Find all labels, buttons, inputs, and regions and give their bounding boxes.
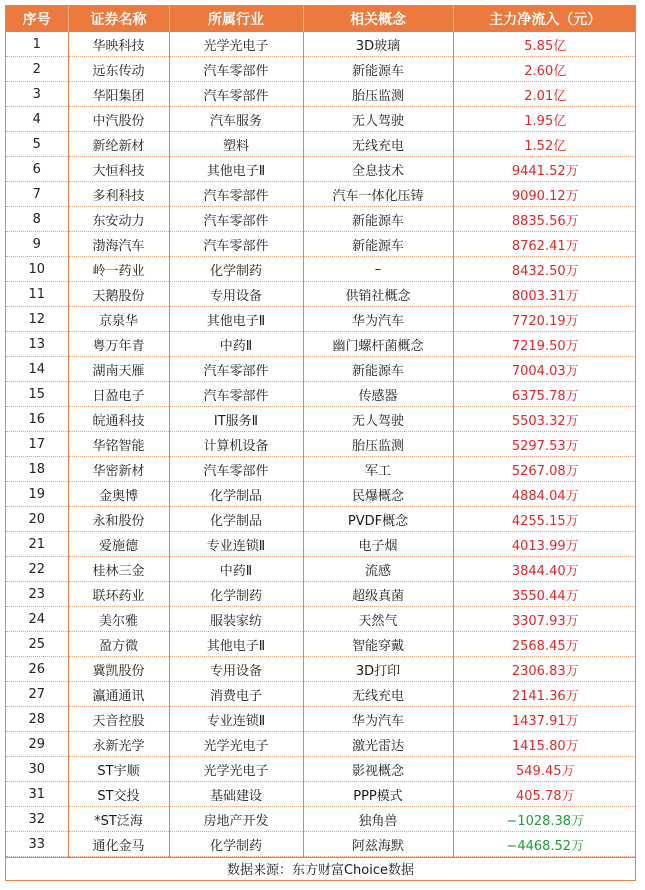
net-inflow: 9090.12万: [453, 182, 636, 207]
table-row: [6, 307, 636, 332]
header-concept: 相关概念: [303, 6, 453, 32]
concept: –: [303, 257, 453, 282]
row-index: 15: [6, 382, 68, 407]
net-inflow: 5297.53万: [453, 432, 636, 457]
concept: 无人驾驶: [303, 107, 453, 132]
net-inflow: 8003.31万: [453, 282, 636, 307]
industry: 汽车零部件: [169, 457, 303, 482]
security-name: 联环药业: [68, 582, 169, 607]
industry: 中药Ⅱ: [169, 557, 303, 582]
industry: 其他电子Ⅱ: [169, 632, 303, 657]
net-inflow: 1.52亿: [453, 132, 636, 157]
net-inflow: 7219.50万: [453, 332, 636, 357]
industry: 光学光电子: [169, 32, 303, 57]
net-inflow: 2141.36万: [453, 682, 636, 707]
net-inflow: 2306.83万: [453, 657, 636, 682]
security-name: 华阳集团: [68, 82, 169, 107]
table-row: [6, 457, 636, 482]
security-name: ST宇顺: [68, 757, 169, 782]
table-row: [6, 232, 636, 257]
security-name: 天音控股: [68, 707, 169, 732]
header-security-name: 证券名称: [68, 6, 169, 32]
row-index: 24: [6, 607, 68, 632]
table-row: [6, 82, 636, 107]
net-inflow: 5267.08万: [453, 457, 636, 482]
concept: PVDF概念: [303, 507, 453, 532]
net-inflow: 3550.44万: [453, 582, 636, 607]
row-index: 13: [6, 332, 68, 357]
row-index: 30: [6, 757, 68, 782]
table-row: [6, 532, 636, 557]
concept: 传感器: [303, 382, 453, 407]
table-row: [6, 682, 636, 707]
concept: 天然气: [303, 607, 453, 632]
industry: 消费电子: [169, 682, 303, 707]
table-row: [6, 282, 636, 307]
table-row: [6, 482, 636, 507]
industry: 汽车零部件: [169, 382, 303, 407]
security-name: *ST泛海: [68, 807, 169, 832]
net-inflow: 7720.19万: [453, 307, 636, 332]
table-row: [6, 207, 636, 232]
row-index: 2: [6, 57, 68, 82]
row-index: 8: [6, 207, 68, 232]
concept: 独角兽: [303, 807, 453, 832]
table-row: [6, 757, 636, 782]
row-index: 5: [6, 132, 68, 157]
security-name: 远东传动: [68, 57, 169, 82]
row-index: 1: [6, 32, 68, 57]
concept: 无线充电: [303, 682, 453, 707]
industry: 专业连锁Ⅱ: [169, 532, 303, 557]
industry: 专用设备: [169, 657, 303, 682]
concept: 华为汽车: [303, 707, 453, 732]
industry: 专用设备: [169, 282, 303, 307]
concept: 新能源车: [303, 207, 453, 232]
security-name: 日盈电子: [68, 382, 169, 407]
net-inflow: 1415.80万: [453, 732, 636, 757]
concept: 3D打印: [303, 657, 453, 682]
concept: 幽门螺杆菌概念: [303, 332, 453, 357]
net-inflow: 2.60亿: [453, 57, 636, 82]
row-index: 29: [6, 732, 68, 757]
industry: 房地产开发: [169, 807, 303, 832]
table-row: [6, 182, 636, 207]
row-index: 20: [6, 507, 68, 532]
table-row: [6, 407, 636, 432]
row-index: 12: [6, 307, 68, 332]
net-inflow: 5.85亿: [453, 32, 636, 57]
net-inflow: 3307.93万: [453, 607, 636, 632]
net-inflow: −1028.38万: [453, 807, 636, 832]
row-index: 4: [6, 107, 68, 132]
industry: 服装家纺: [169, 607, 303, 632]
concept: 激光雷达: [303, 732, 453, 757]
security-name: 通化金马: [68, 832, 169, 857]
industry: 光学光电子: [169, 732, 303, 757]
concept: 智能穿戴: [303, 632, 453, 657]
fund-flow-table: [6, 6, 636, 857]
net-inflow: 4013.99万: [453, 532, 636, 557]
net-inflow: 4255.15万: [453, 507, 636, 532]
concept: PPP模式: [303, 782, 453, 807]
concept: 华为汽车: [303, 307, 453, 332]
table-row: [6, 132, 636, 157]
security-name: 天鹅股份: [68, 282, 169, 307]
row-index: 14: [6, 357, 68, 382]
industry: 其他电子Ⅱ: [169, 307, 303, 332]
concept: 军工: [303, 457, 453, 482]
table-body: [6, 32, 636, 857]
net-inflow: 405.78万: [453, 782, 636, 807]
table-row: [6, 607, 636, 632]
net-inflow: 8762.41万: [453, 232, 636, 257]
concept: 新能源车: [303, 232, 453, 257]
security-name: 冀凯股份: [68, 657, 169, 682]
security-name: 永和股份: [68, 507, 169, 532]
security-name: 中汽股份: [68, 107, 169, 132]
row-index: 26: [6, 657, 68, 682]
table-row: [6, 332, 636, 357]
security-name: 渤海汽车: [68, 232, 169, 257]
concept: 电子烟: [303, 532, 453, 557]
table-row: [6, 107, 636, 132]
security-name: 盈方微: [68, 632, 169, 657]
row-index: 19: [6, 482, 68, 507]
row-index: 3: [6, 82, 68, 107]
header-net-inflow: 主力净流入（元）: [453, 6, 636, 32]
table-row: [6, 357, 636, 382]
concept: 流感: [303, 557, 453, 582]
row-index: 21: [6, 532, 68, 557]
industry: 化学制药: [169, 832, 303, 857]
concept: 胎压监测: [303, 432, 453, 457]
header-industry: 所属行业: [169, 6, 303, 32]
net-inflow: 2568.45万: [453, 632, 636, 657]
industry: 汽车零部件: [169, 357, 303, 382]
concept: 民爆概念: [303, 482, 453, 507]
table-row: [6, 707, 636, 732]
row-index: 17: [6, 432, 68, 457]
row-index: 11: [6, 282, 68, 307]
row-index: 22: [6, 557, 68, 582]
data-source-note: 数据来源：东方财富Choice数据: [6, 857, 635, 881]
table-row: [6, 832, 636, 857]
security-name: 岭一药业: [68, 257, 169, 282]
net-inflow: 5503.32万: [453, 407, 636, 432]
industry: 光学光电子: [169, 757, 303, 782]
table-row: [6, 257, 636, 282]
table-row: [6, 657, 636, 682]
security-name: ST交投: [68, 782, 169, 807]
industry: 塑料: [169, 132, 303, 157]
net-inflow: 7004.03万: [453, 357, 636, 382]
industry: 其他电子Ⅱ: [169, 157, 303, 182]
table-header: [6, 6, 636, 32]
industry: 汽车零部件: [169, 57, 303, 82]
concept: 阿兹海默: [303, 832, 453, 857]
security-name: 爱施德: [68, 532, 169, 557]
industry: 化学制品: [169, 507, 303, 532]
industry: 专业连锁Ⅱ: [169, 707, 303, 732]
concept: 超级真菌: [303, 582, 453, 607]
table-row: [6, 807, 636, 832]
table-row: [6, 432, 636, 457]
industry: 化学制药: [169, 257, 303, 282]
row-index: 33: [6, 832, 68, 857]
industry: 汽车零部件: [169, 182, 303, 207]
industry: 汽车零部件: [169, 82, 303, 107]
row-index: 27: [6, 682, 68, 707]
security-name: 皖通科技: [68, 407, 169, 432]
net-inflow: −4468.52万: [453, 832, 636, 857]
table-row: [6, 57, 636, 82]
security-name: 永新光学: [68, 732, 169, 757]
security-name: 多利科技: [68, 182, 169, 207]
industry: 中药Ⅱ: [169, 332, 303, 357]
net-inflow: 3844.40万: [453, 557, 636, 582]
industry: 计算机设备: [169, 432, 303, 457]
table-row: [6, 157, 636, 182]
security-name: 金奥博: [68, 482, 169, 507]
net-inflow: 8835.56万: [453, 207, 636, 232]
security-name: 华映科技: [68, 32, 169, 57]
security-name: 华密新材: [68, 457, 169, 482]
concept: 供销社概念: [303, 282, 453, 307]
row-index: 16: [6, 407, 68, 432]
table-row: [6, 632, 636, 657]
net-inflow: 2.01亿: [453, 82, 636, 107]
concept: 全息技术: [303, 157, 453, 182]
security-name: 大恒科技: [68, 157, 169, 182]
security-name: 湖南天雁: [68, 357, 169, 382]
industry: IT服务Ⅱ: [169, 407, 303, 432]
industry: 基础建设: [169, 782, 303, 807]
row-index: 10: [6, 257, 68, 282]
industry: 汽车零部件: [169, 207, 303, 232]
net-inflow: 6375.78万: [453, 382, 636, 407]
row-index: 7: [6, 182, 68, 207]
concept: 胎压监测: [303, 82, 453, 107]
table-row: [6, 32, 636, 57]
table-row: [6, 732, 636, 757]
row-index: 6: [6, 157, 68, 182]
concept: 无人驾驶: [303, 407, 453, 432]
security-name: 东安动力: [68, 207, 169, 232]
table-row: [6, 507, 636, 532]
concept: 新能源车: [303, 57, 453, 82]
concept: 无线充电: [303, 132, 453, 157]
row-index: 25: [6, 632, 68, 657]
security-name: 粤万年青: [68, 332, 169, 357]
fund-flow-table-frame: [5, 5, 636, 881]
concept: 汽车一体化压铸: [303, 182, 453, 207]
concept: 新能源车: [303, 357, 453, 382]
security-name: 美尔雅: [68, 607, 169, 632]
row-index: 9: [6, 232, 68, 257]
net-inflow: 1.95亿: [453, 107, 636, 132]
net-inflow: 9441.52万: [453, 157, 636, 182]
table-row: [6, 782, 636, 807]
security-name: 华铭智能: [68, 432, 169, 457]
row-index: 23: [6, 582, 68, 607]
row-index: 32: [6, 807, 68, 832]
industry: 汽车零部件: [169, 232, 303, 257]
table-row: [6, 382, 636, 407]
net-inflow: 4884.04万: [453, 482, 636, 507]
header-index: 序号: [6, 6, 68, 32]
security-name: 桂林三金: [68, 557, 169, 582]
concept: 影视概念: [303, 757, 453, 782]
row-index: 31: [6, 782, 68, 807]
security-name: 瀛通通讯: [68, 682, 169, 707]
header-row: [6, 6, 636, 32]
table-row: [6, 557, 636, 582]
row-index: 18: [6, 457, 68, 482]
row-index: 28: [6, 707, 68, 732]
industry: 化学制药: [169, 582, 303, 607]
concept: 3D玻璃: [303, 32, 453, 57]
table-row: [6, 582, 636, 607]
security-name: 新纶新材: [68, 132, 169, 157]
industry: 化学制品: [169, 482, 303, 507]
industry: 汽车服务: [169, 107, 303, 132]
net-inflow: 8432.50万: [453, 257, 636, 282]
net-inflow: 1437.91万: [453, 707, 636, 732]
net-inflow: 549.45万: [453, 757, 636, 782]
security-name: 京泉华: [68, 307, 169, 332]
